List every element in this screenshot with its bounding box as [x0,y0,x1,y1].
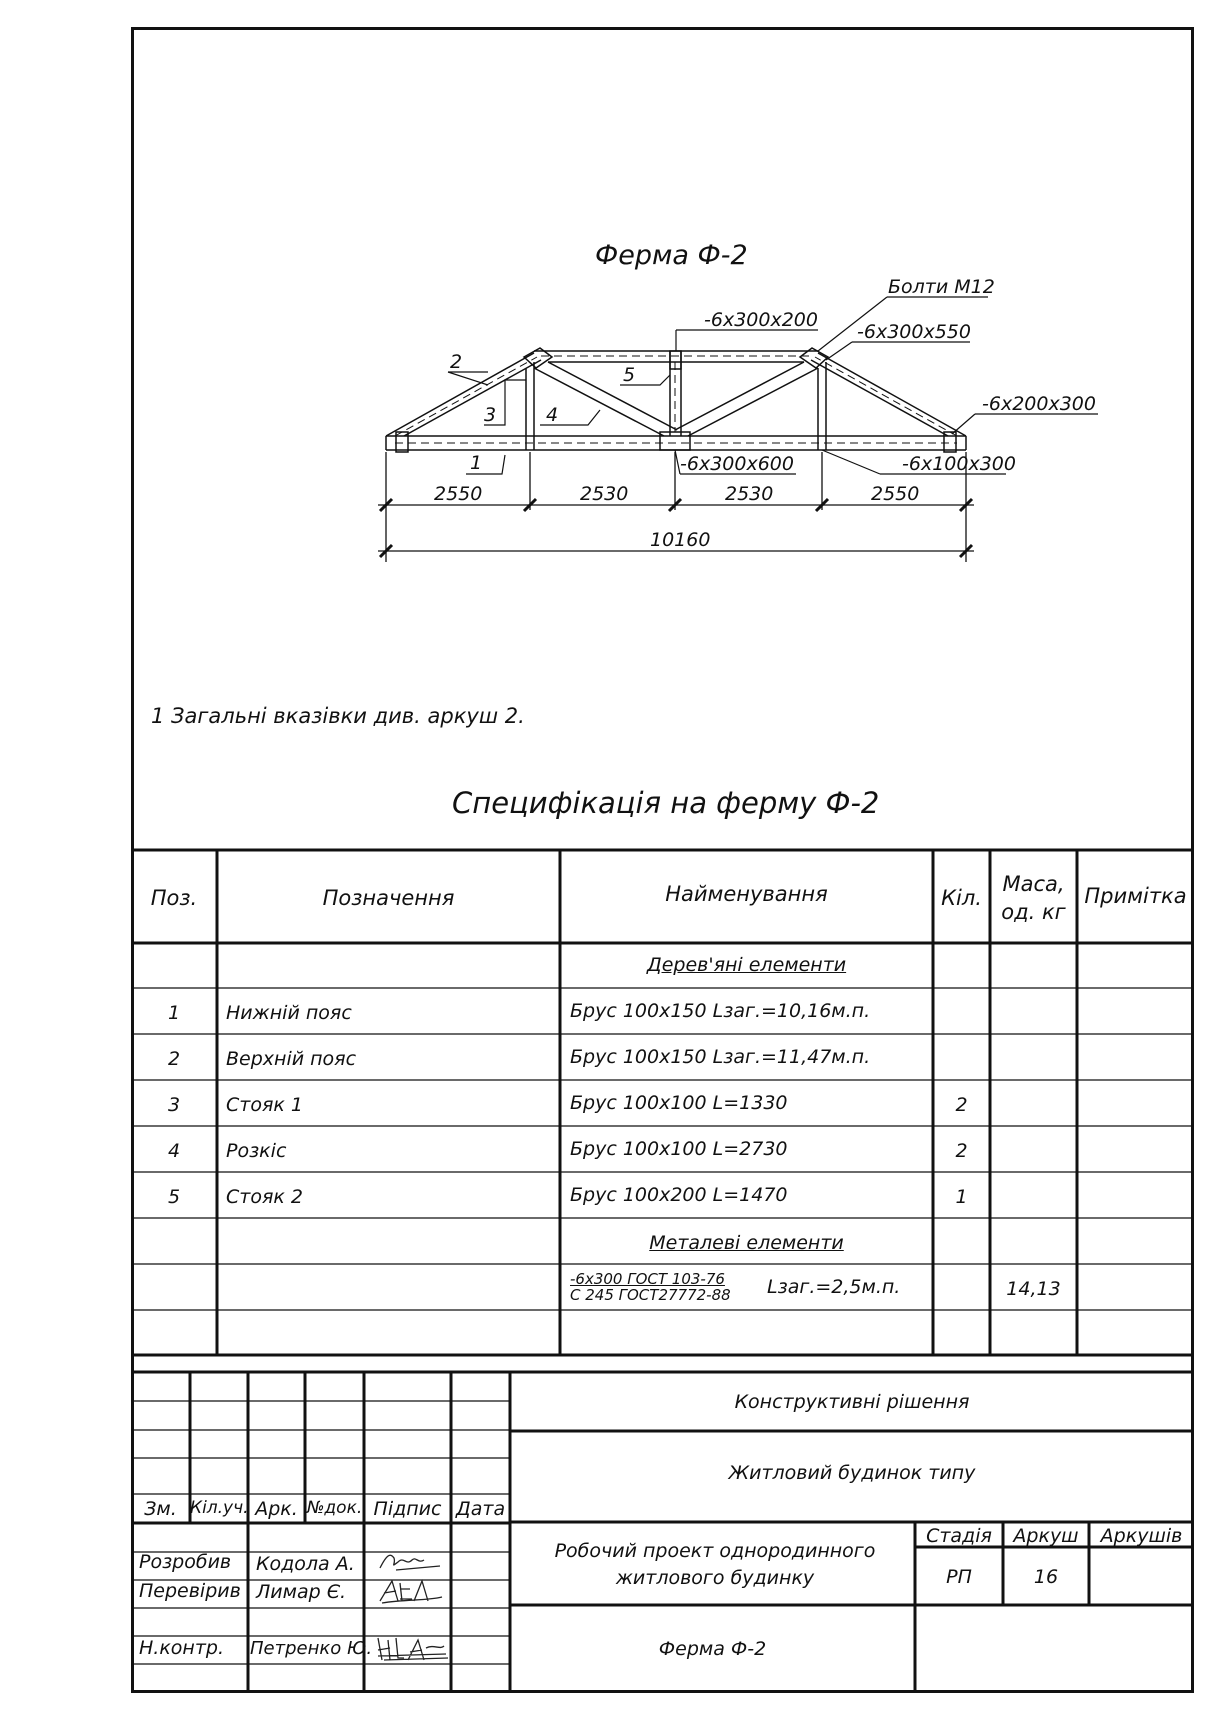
callout-plate-top-center: -6x300x200 [704,309,818,331]
spec-title: Специфікація на ферму Ф-2 [452,786,880,820]
col-header-ark: Арк. [255,1498,298,1520]
dimension-4: 2550 [871,483,920,505]
header-pos: Поз. [150,886,198,910]
row-2-designation: Верхній пояс [226,1048,357,1070]
signature-developer [376,1546,446,1576]
header-note: Примітка [1084,884,1187,908]
name-developed: Кодола А. [256,1553,355,1575]
row-4-pos: 4 [167,1140,181,1162]
row-1-pos: 1 [167,1002,181,1024]
position-label-4: 4 [546,404,559,426]
row-2-pos: 2 [167,1048,181,1070]
dimension-1: 2550 [434,483,483,505]
row-4-designation: Розкіс [226,1140,287,1162]
name-checked: Лимар Є. [256,1581,347,1603]
section-wood: Дерев'яні елементи [646,954,847,976]
position-label-3: 3 [484,404,497,426]
metal-line2: С 245 ГОСТ27772-88 [570,1286,731,1304]
callout-plate-bottom-right: -6x100x300 [902,453,1016,475]
row-1-designation: Нижній пояс [226,1002,352,1024]
row-3-qty: 2 [955,1094,968,1116]
position-label-1: 1 [470,452,483,474]
row-5-designation: Стояк 2 [226,1186,303,1208]
col-header-signature: Підпис [373,1498,442,1520]
section-metal: Металеві елементи [649,1232,844,1254]
general-note: 1 Загальні вказівки див. аркуш 2. [151,704,525,728]
header-designation: Позначення [322,886,455,910]
tb-section: Конструктивні рішення [734,1391,970,1413]
row-3-designation: Стояк 1 [226,1094,303,1116]
row-5-qty: 1 [955,1186,968,1208]
tb-sheet-title: Ферма Ф-2 [658,1638,767,1660]
drawing-title: Ферма Ф-2 [595,240,748,271]
tb-object: Житловий будинок типу [728,1462,976,1484]
row-1-name: Брус 100x150 Lзаг.=10,16м.п. [570,1000,871,1022]
header-mass-line1: Маса, [1002,872,1065,896]
dimension-3: 2530 [725,483,774,505]
row-5-name: Брус 100x200 L=1470 [570,1184,788,1206]
row-3-name: Брус 100x100 L=1330 [570,1092,788,1114]
header-name: Найменування [665,882,828,906]
stage-value: РП [946,1566,972,1588]
row-4-qty: 2 [955,1140,968,1162]
callout-bolts: Болти М12 [888,276,995,298]
callout-plate-top-right: -6x300x550 [857,321,971,343]
row-5-pos: 5 [167,1186,181,1208]
stage-label: Стадія [926,1525,992,1547]
name-norm-control: Петренко Ю. [250,1638,373,1659]
signature-norm-control [374,1634,450,1664]
callout-plate-right-support: -6x200x300 [982,393,1096,415]
role-checked: Перевірив [139,1580,241,1602]
header-mass-line2: од. кг [1001,900,1066,924]
position-label-2: 2 [450,351,463,373]
row-4-name: Брус 100x100 L=2730 [570,1138,788,1160]
metal-line1: -6x300 ГОСТ 103-76 [570,1270,725,1288]
tb-project: Робочий проект однородинного житлового будинку [554,1540,876,1589]
header-qty: Кіл. [941,886,982,910]
col-header-doc: №док. [306,1498,363,1518]
col-header-date: Дата [455,1498,506,1520]
col-header-kil-uch: Кіл.уч. [190,1498,249,1518]
metal-length: Lзаг.=2,5м.п. [767,1276,901,1298]
sheet-label: Аркуш [1013,1525,1079,1547]
row-2-name: Брус 100x150 Lзаг.=11,47м.п. [570,1046,871,1068]
sheet-value: 16 [1033,1566,1059,1588]
sheets-label: Аркушів [1100,1525,1183,1547]
signature-checker [376,1575,446,1607]
dimension-2: 2530 [580,483,629,505]
row-3-pos: 3 [167,1094,181,1116]
role-norm-control: Н.контр. [139,1637,225,1659]
role-developed: Розробив [139,1551,232,1573]
overall-dimension: 10160 [650,529,711,551]
col-header-zm: Зм. [144,1498,177,1520]
callout-plate-bottom-center: -6x300x600 [680,453,794,475]
position-label-5: 5 [623,364,636,386]
metal-mass: 14,13 [1006,1278,1061,1300]
